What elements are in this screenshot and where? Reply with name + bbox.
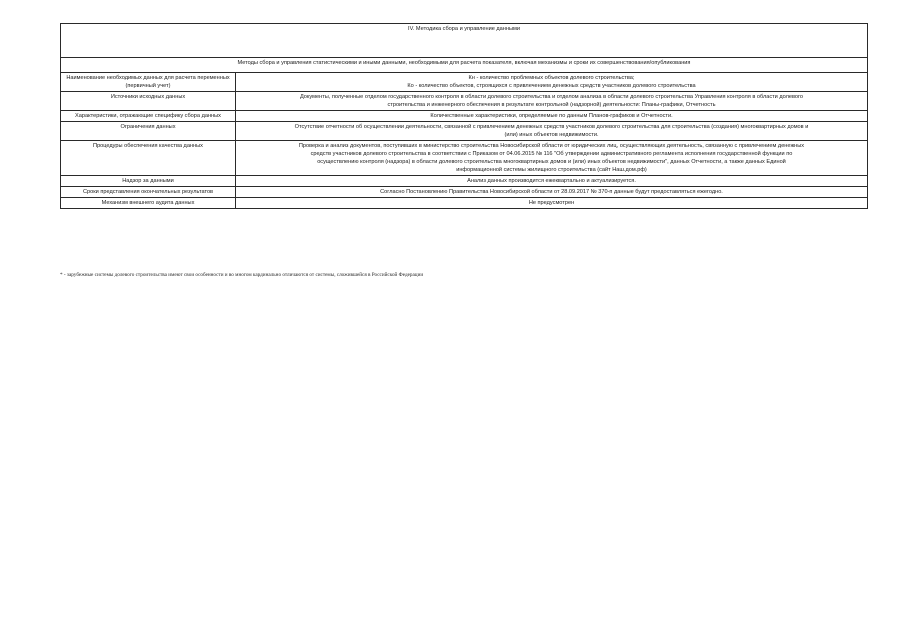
section-subtitle: Методы сбора и управления статистическими и иными данными, необходимыми для расчета показателя, включая механизмы и сроки их совершенствования/опубликования (61, 58, 868, 73)
row-value (236, 176, 868, 187)
row-value-line: средств участников долевого строительства в соответствии с Приказом от 04.06.2015 № 116 "Об утверждении административного регламента исполнения государственной функции по (310, 151, 793, 157)
methodology-sheet (60, 23, 868, 209)
row-value-line: строительства и инженерного обеспечения в результате контрольной (надзорной) деятельности: Планы-графики, Отчетность (387, 102, 716, 108)
row-value-line: (или) иных объектов недвижимости. (504, 132, 599, 138)
table-row (61, 73, 868, 92)
row-value-line: Проверка и анализ документов, поступивших в министерство строительства Новосибирской области от юридических лиц, осуществляющих деятельность, связанную с привлечением денежных (298, 143, 805, 149)
row-value-line: осуществлению контроля (надзора) в области долевого строительства многоквартирных домов и (или) иных объектов недвижимости", данных Отчетности, а также данных Единой (317, 159, 786, 165)
row-value (236, 111, 868, 122)
row-label: Источники исходных данных (61, 92, 236, 111)
row-value-line: Ко - количество объектов, строящихся с привлечением денежных средств участников долевого строительства (407, 83, 696, 89)
row-label: Механизм внешнего аудита данных (61, 198, 236, 209)
row-label: Надзор за данными (61, 176, 236, 187)
row-value-line: информационной системы жилищного строительства (сайт Наш.дом.рф) (456, 167, 647, 173)
row-value-line: Документы, полученные отделом государственного контроля в области долевого строительства и отделом анализа в области долевого строительства Управления контроля в области долевого (299, 94, 804, 100)
table-row (61, 176, 868, 187)
row-value-line: Анализ данных производится ежеквартально и актуализируется. (467, 178, 636, 184)
row-label: Характеристики, отражающие специфику сбора данных (61, 111, 236, 122)
row-value-line: Не предусмотрен (528, 200, 575, 206)
table-row (61, 198, 868, 209)
section-title-row (61, 24, 868, 58)
row-value (236, 73, 868, 92)
row-label: Процедуры обеспечения качества данных (61, 141, 236, 176)
row-value (236, 187, 868, 198)
section-title: IV. Методика сбора и управление данными (61, 24, 868, 58)
table-row (61, 141, 868, 176)
table-row (61, 187, 868, 198)
row-value-line: Согласно Постановлению Правительства Новосибирской области от 28.09.2017 № 370-п данные будут предоставляться ежегодно. (380, 189, 723, 195)
methodology-table (60, 23, 868, 209)
table-row (61, 111, 868, 122)
row-label: Ограничения данных (61, 122, 236, 141)
section-subtitle-row (61, 58, 868, 73)
row-value (236, 92, 868, 111)
row-value (236, 141, 868, 176)
row-value-line: Отсутствие отчетности об осуществлении деятельности, связанной с привлечением денежных средств участников долевого строительства для строительства (создания) многоквартирных домов и (294, 124, 809, 130)
row-value-line: Кн - количество проблемных объектов долевого строительства; (468, 75, 635, 81)
table-row (61, 92, 868, 111)
row-value (236, 122, 868, 141)
row-value-line: Количественные характеристики, определяемые по данным Планов-графиков и Отчетности. (430, 113, 673, 119)
table-row (61, 122, 868, 141)
row-label: Сроки представления окончательных результатов (61, 187, 236, 198)
row-label: Наименование необходимых данных для расчета переменных (первичный учет) (61, 73, 236, 92)
footnote: * - зарубежные системы долевого строительства имеют свои особенности и во многом кардинально отличаются от системы, сложившейся в Российской Федерации (60, 272, 424, 278)
row-value (236, 198, 868, 209)
